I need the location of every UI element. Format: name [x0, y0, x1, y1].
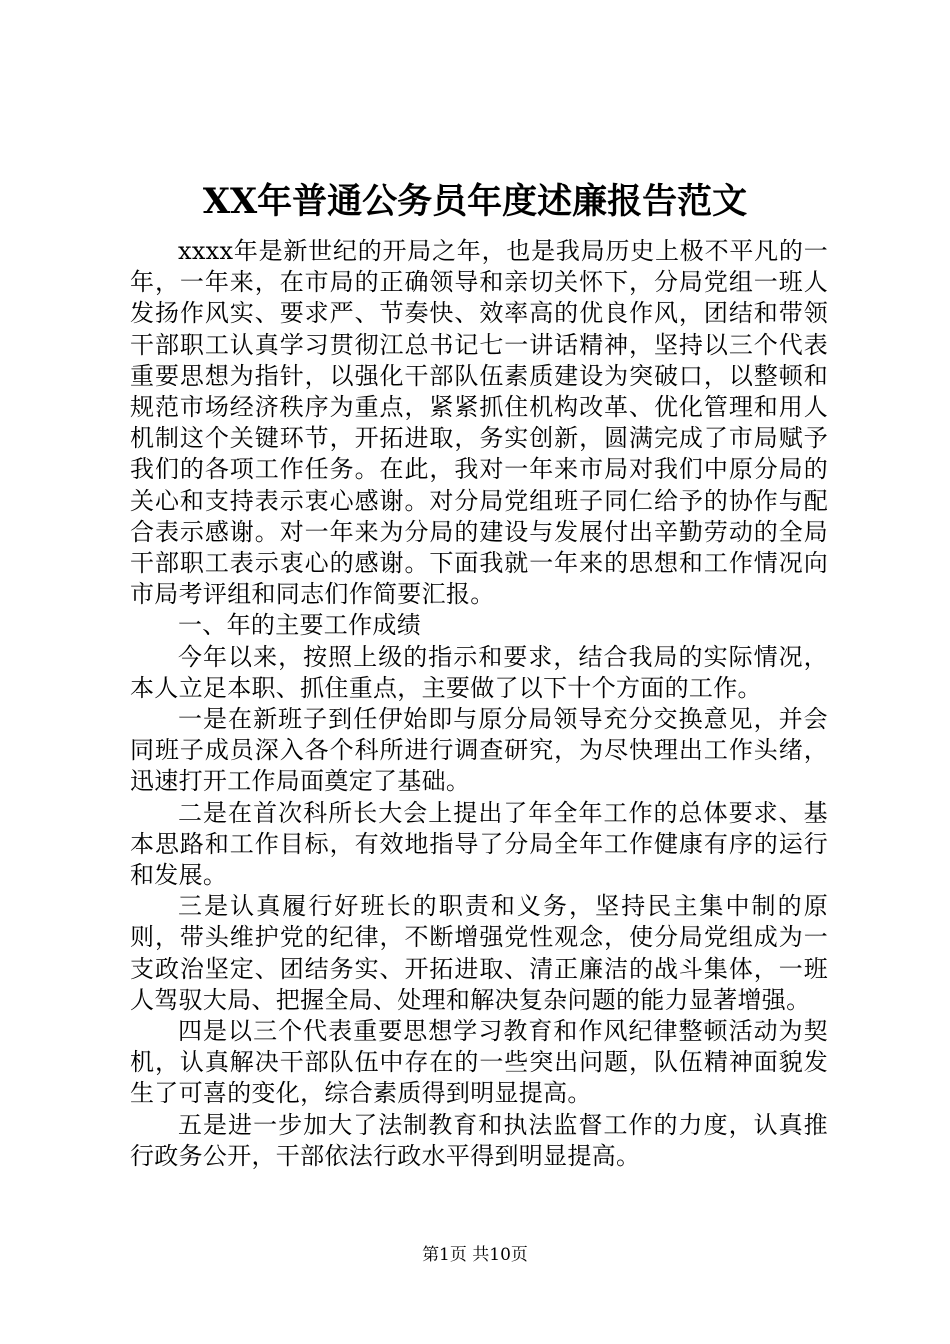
document-title: XX年普通公务员年度述廉报告范文 [202, 181, 748, 222]
paragraph-item-1: 一是在新班子到任伊始即与原分局领导充分交换意见，并会同班子成员深入各个科所进行调查研究，为尽快理出工作头绪，迅速打开工作局面奠定了基础。 [130, 705, 828, 796]
section-heading: 一、年的主要工作成绩 [178, 611, 421, 640]
document-body [130, 236, 828, 1172]
paragraph-intro: xxxx年是新世纪的开局之年，也是我局历史上极不平凡的一年，一年来，在市局的正确领导和亲切关怀下，分局党组一班人发扬作风实、要求严、节奏快、效率高的优良作风，团结和带领干部职工认真学习贯彻江总书记七一讲话精神，坚持以三个代表重要思想为指针，以强化干部队伍素质建设为突破口，以整顿和规范市场经济秩序为重点，紧紧抓住机构改革、优化管理和用人机制这个关键环节，开拓进取，务实创新，圆满完成了市局赋予我们的各项工作任务。在此，我对一年来市局对我们中原分局的关心和支持表示衷心感谢。对分局党组班子同仁给予的协作与配合表示感谢。对一年来为分局的建设与发展付出辛勤劳动的全局干部职工表示衷心的感谢。下面我就一年来的思想和工作情况向市局考评组和同志们作简要汇报。 [130, 237, 828, 609]
paragraph-overview: 今年以来，按照上级的指示和要求，结合我局的实际情况，本人立足本职、抓住重点，主要做了以下十个方面的工作。 [130, 642, 828, 702]
page-number-footer: 第1页 共10页 [422, 1245, 528, 1265]
paragraph-item-5: 五是进一步加大了法制教育和执法监督工作的力度，认真推行政务公开，干部依法行政水平得到明显提高。 [130, 1110, 828, 1170]
paragraph-item-3: 三是认真履行好班长的职责和义务，坚持民主集中制的原则，带头维护党的纪律，不断增强党性观念，使分局党组成为一支政治坚定、团结务实、开拓进取、清正廉洁的战斗集体，一班人驾驭大局、把握全局、处理和解决复杂问题的能力显著增强。 [130, 892, 828, 1014]
paragraph-item-4: 四是以三个代表重要思想学习教育和作风纪律整顿活动为契机，认真解决干部队伍中存在的一些突出问题，队伍精神面貌发生了可喜的变化，综合素质得到明显提高。 [130, 1017, 828, 1108]
paragraph-item-2: 二是在首次科所长大会上提出了年全年工作的总体要求、基本思路和工作目标，有效地指导了分局全年工作健康有序的运行和发展。 [130, 798, 828, 890]
